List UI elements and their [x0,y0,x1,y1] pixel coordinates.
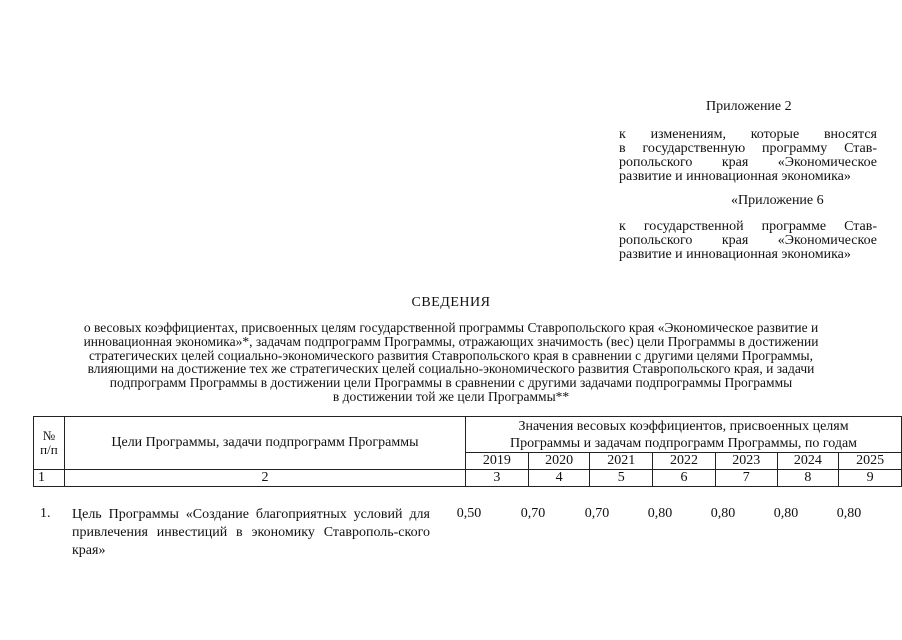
row-number: 1. [40,506,51,521]
row-value-2022: 0,80 [647,506,673,521]
header-year: 2020 [528,453,590,470]
index-cell: 3 [466,470,529,487]
row-value-2021: 0,70 [584,506,610,521]
index-cell: 5 [590,470,653,487]
amendment-note [619,128,877,184]
index-cell: 6 [653,470,716,487]
amendment-line: развитие и инновационная экономика» [619,169,851,184]
row-value-2024: 0,80 [773,506,799,521]
index-cell: 2 [64,470,465,487]
header-goals: Цели Программы, задачи подпрограмм Программы [64,417,465,470]
intro-line: в достижении той же цели Программы** [332,388,570,404]
program-line: к государственной программе Став- [619,219,877,234]
index-cell: 9 [839,470,902,487]
appendix-2-label: Приложение 2 [706,99,792,114]
intro-line: инновационная экономика»*, задачам подпрограмм Программы, отражающих значимость (вес) цели Программы в достижении [83,333,819,349]
appendix-6-label: «Приложение 6 [731,193,824,208]
document-intro [30,321,872,404]
index-cell: 1 [34,470,65,487]
amendment-line: в государственную программу Став- [619,141,877,156]
row-value-2020: 0,70 [520,506,546,521]
program-note [619,220,877,262]
row-value-2025: 0,80 [836,506,862,521]
index-cell: 7 [715,470,777,487]
index-cell: 4 [528,470,590,487]
intro-line: подпрограмм Программы в достижении цели Программы в сравнении с другими задачами подпрограммы Программы [109,375,793,391]
header-year: 2022 [653,453,716,470]
row-value-2023: 0,80 [710,506,736,521]
intro-line: влияющими на достижение тех же стратегических целей социально-экономического развития Ставропольского края, и задачи [87,361,815,377]
intro-line: стратегических целей социально-экономического развития Ставропольского края в сравнении с другими целями Программы, [89,347,813,363]
amendment-line: ропольского края «Экономическое [619,155,877,170]
row-value-2019: 0,50 [456,506,482,521]
program-line: ропольского края «Экономическое [619,233,877,248]
header-year: 2019 [466,453,529,470]
header-year: 2024 [777,453,839,470]
header-number: № п/п [34,417,65,470]
program-line: развитие и инновационная экономика» [619,247,851,262]
amendment-line: к изменениям, которые вносятся [619,127,877,142]
intro-line: о весовых коэффициентах, присвоенных целям государственной программы Ставропольского края «Экономическое развитие и [83,320,819,335]
index-cell: 8 [777,470,839,487]
coefficients-table [33,416,902,487]
header-year: 2025 [839,453,902,470]
header-values: Значения весовых коэффициентов, присвоенных целям Программы и задачам подпрограмм Программы, по годам [466,417,902,453]
header-year: 2021 [590,453,653,470]
row-goal-text: Цель Программы «Создание благоприятных условий для привлечения инвестиций в экономику Ставрополь-ского края» [72,507,430,558]
header-year: 2023 [715,453,777,470]
document-title: СВЕДЕНИЯ [411,295,491,310]
